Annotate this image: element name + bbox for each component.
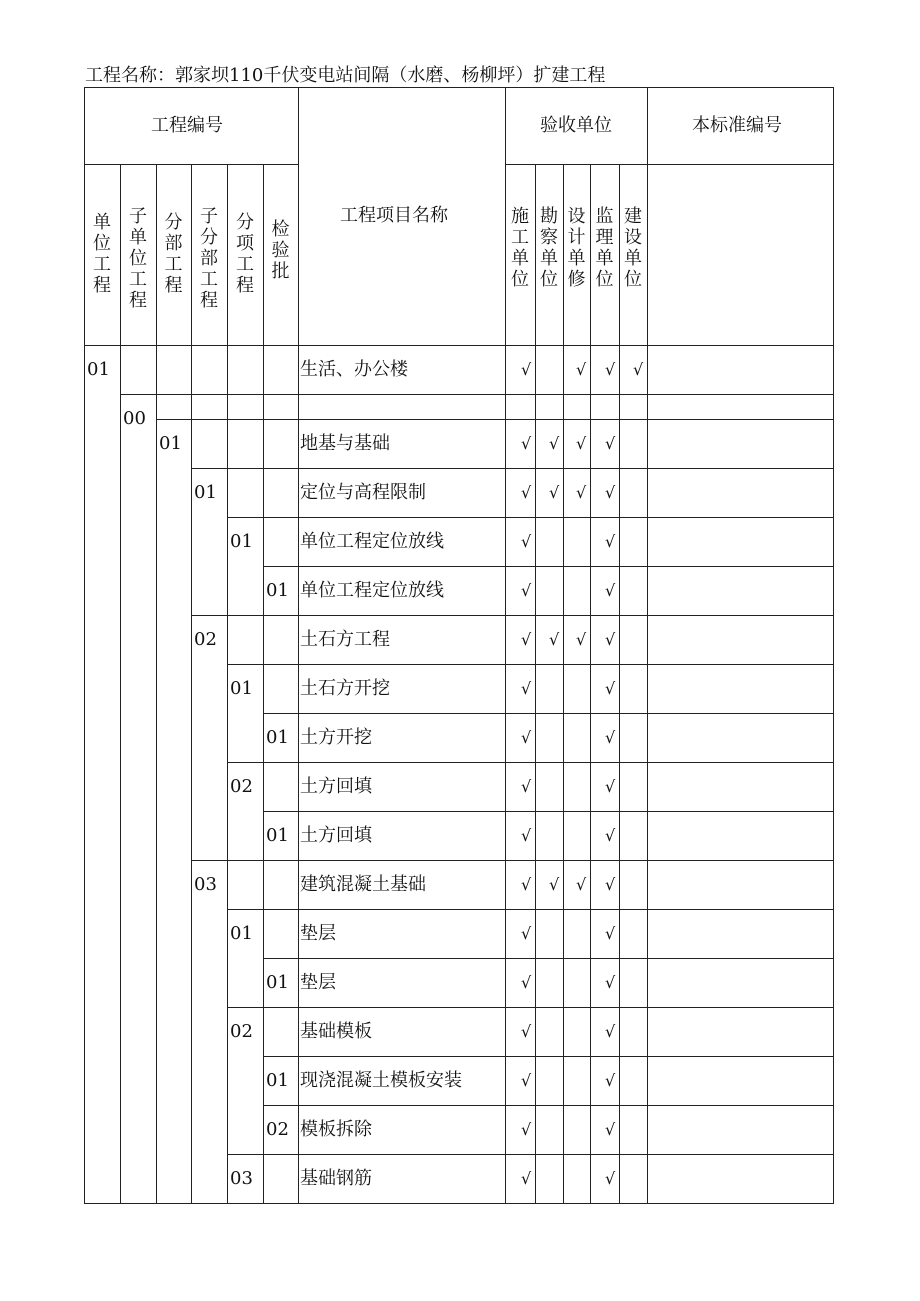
- item-name-cell: 土方回填: [300, 825, 372, 846]
- row-rule: [263, 1105, 834, 1106]
- item-name-cell: 基础模板: [300, 1021, 372, 1042]
- check-mark: √: [605, 1022, 616, 1041]
- unit-column-header: 监理单位: [595, 206, 614, 290]
- code-column-header: 检验批: [271, 219, 290, 282]
- check-mark: √: [605, 1071, 616, 1090]
- column-rule: [191, 164, 192, 1204]
- header-item-name: 工程项目名称: [340, 205, 448, 226]
- row-rule: [227, 664, 834, 665]
- item-name-cell: 垫层: [300, 972, 336, 993]
- header-project-code: 工程编号: [151, 115, 223, 136]
- row-rule: [263, 713, 834, 714]
- row-rule: [263, 1056, 834, 1057]
- check-mark: √: [605, 973, 616, 992]
- item-name-cell: 生活、办公楼: [300, 359, 408, 380]
- unit-column-header: 勘察单位: [540, 206, 558, 290]
- check-mark: √: [605, 777, 616, 796]
- header-bottom-border: [84, 345, 834, 346]
- row-rule: [227, 909, 834, 910]
- check-mark: √: [521, 434, 532, 453]
- column-rule: [590, 164, 591, 1204]
- code-cell: 01: [194, 482, 217, 503]
- column-rule: [535, 164, 536, 1204]
- check-mark: √: [576, 875, 587, 894]
- check-mark: √: [549, 483, 560, 502]
- check-mark: √: [549, 875, 560, 894]
- row-rule: [227, 1154, 834, 1155]
- table-right-border: [833, 87, 834, 1204]
- code-cell: 01: [266, 580, 289, 601]
- table-top-border: [84, 87, 834, 88]
- code-column-header: 分项工程: [236, 212, 254, 296]
- column-rule: [647, 87, 648, 1204]
- check-mark: √: [521, 973, 532, 992]
- check-mark: √: [521, 826, 532, 845]
- row-rule: [227, 517, 834, 518]
- unit-column-header: 建设单位: [624, 206, 642, 290]
- header-standard-no: 本标准编号: [692, 115, 782, 136]
- check-mark: √: [521, 777, 532, 796]
- code-cell: 02: [230, 776, 253, 797]
- check-mark: √: [576, 630, 587, 649]
- header-acceptance-unit: 验收单位: [540, 115, 612, 136]
- row-rule: [191, 615, 834, 616]
- check-mark: √: [576, 434, 587, 453]
- column-rule: [563, 164, 564, 1204]
- row-rule: [263, 811, 834, 812]
- code-column-header: 分部工程: [164, 212, 183, 296]
- code-cell: 02: [194, 629, 217, 650]
- row-rule: [227, 1007, 834, 1008]
- column-rule: [263, 164, 264, 1204]
- code-cell: 01: [230, 923, 253, 944]
- item-name-cell: 建筑混凝土基础: [300, 874, 426, 895]
- check-mark: √: [521, 532, 532, 551]
- check-mark: √: [521, 1169, 532, 1188]
- check-mark: √: [605, 679, 616, 698]
- row-rule: [227, 762, 834, 763]
- check-mark: √: [521, 360, 532, 379]
- row-rule: [263, 566, 834, 567]
- column-rule: [227, 164, 228, 1204]
- check-mark: √: [521, 1120, 532, 1139]
- check-mark: √: [521, 679, 532, 698]
- item-name-cell: 单位工程定位放线: [300, 580, 444, 601]
- column-rule: [298, 87, 299, 1204]
- code-column-header: 子单位工程: [129, 206, 147, 311]
- check-mark: √: [605, 875, 616, 894]
- check-mark: √: [605, 581, 616, 600]
- table-bottom-border: [84, 1203, 834, 1204]
- check-mark: √: [605, 434, 616, 453]
- header-divider: [505, 164, 834, 165]
- unit-column-header: 设计单修: [567, 206, 586, 290]
- check-mark: √: [549, 630, 560, 649]
- code-cell: 01: [230, 531, 253, 552]
- page-title: 工程名称：郭家坝110千伏变电站间隔（水磨、杨柳坪）扩建工程: [85, 65, 606, 86]
- item-name-cell: 垫层: [300, 923, 336, 944]
- check-mark: √: [521, 875, 532, 894]
- check-mark: √: [521, 483, 532, 502]
- code-cell: 01: [266, 1070, 289, 1091]
- code-cell: 01: [266, 972, 289, 993]
- check-mark: √: [521, 728, 532, 747]
- column-rule: [156, 164, 157, 1204]
- item-name-cell: 土方回填: [300, 776, 372, 797]
- check-mark: √: [633, 360, 644, 379]
- row-rule: [120, 394, 834, 395]
- column-rule: [619, 164, 620, 1204]
- code-cell: 03: [230, 1168, 253, 1189]
- item-name-cell: 基础钢筋: [300, 1168, 372, 1189]
- code-cell: 02: [230, 1021, 253, 1042]
- code-column-header: 单位工程: [93, 212, 111, 296]
- row-rule: [191, 860, 834, 861]
- check-mark: √: [521, 581, 532, 600]
- code-cell: 03: [194, 874, 217, 895]
- column-rule: [120, 164, 121, 1204]
- check-mark: √: [521, 630, 532, 649]
- check-mark: √: [521, 924, 532, 943]
- check-mark: √: [521, 1022, 532, 1041]
- code-cell: 01: [87, 359, 110, 380]
- code-cell: 01: [230, 678, 253, 699]
- check-mark: √: [605, 630, 616, 649]
- check-mark: √: [605, 728, 616, 747]
- check-mark: √: [576, 360, 587, 379]
- check-mark: √: [549, 434, 560, 453]
- item-name-cell: 土方开挖: [300, 727, 372, 748]
- column-rule: [505, 87, 506, 1204]
- check-mark: √: [605, 826, 616, 845]
- code-cell: 02: [266, 1119, 289, 1140]
- item-name-cell: 现浇混凝土模板安装: [300, 1070, 462, 1091]
- row-rule: [156, 419, 834, 420]
- code-cell: 00: [123, 408, 146, 429]
- item-name-cell: 模板拆除: [300, 1119, 372, 1140]
- row-rule: [191, 468, 834, 469]
- item-name-cell: 土石方工程: [300, 629, 390, 650]
- code-cell: 01: [266, 727, 289, 748]
- check-mark: √: [605, 1169, 616, 1188]
- table-left-border: [84, 87, 85, 1204]
- item-name-cell: 单位工程定位放线: [300, 531, 444, 552]
- item-name-cell: 定位与高程限制: [300, 482, 426, 503]
- check-mark: √: [605, 532, 616, 551]
- code-cell: 01: [266, 825, 289, 846]
- check-mark: √: [605, 924, 616, 943]
- check-mark: √: [521, 1071, 532, 1090]
- check-mark: √: [605, 1120, 616, 1139]
- code-cell: 01: [159, 433, 182, 454]
- item-name-cell: 地基与基础: [300, 433, 390, 454]
- unit-column-header: 施工单位: [511, 206, 529, 290]
- row-rule: [263, 958, 834, 959]
- check-mark: √: [605, 483, 616, 502]
- check-mark: √: [605, 360, 616, 379]
- item-name-cell: 土石方开挖: [300, 678, 390, 699]
- check-mark: √: [576, 483, 587, 502]
- code-column-header: 子分部工程: [200, 206, 218, 311]
